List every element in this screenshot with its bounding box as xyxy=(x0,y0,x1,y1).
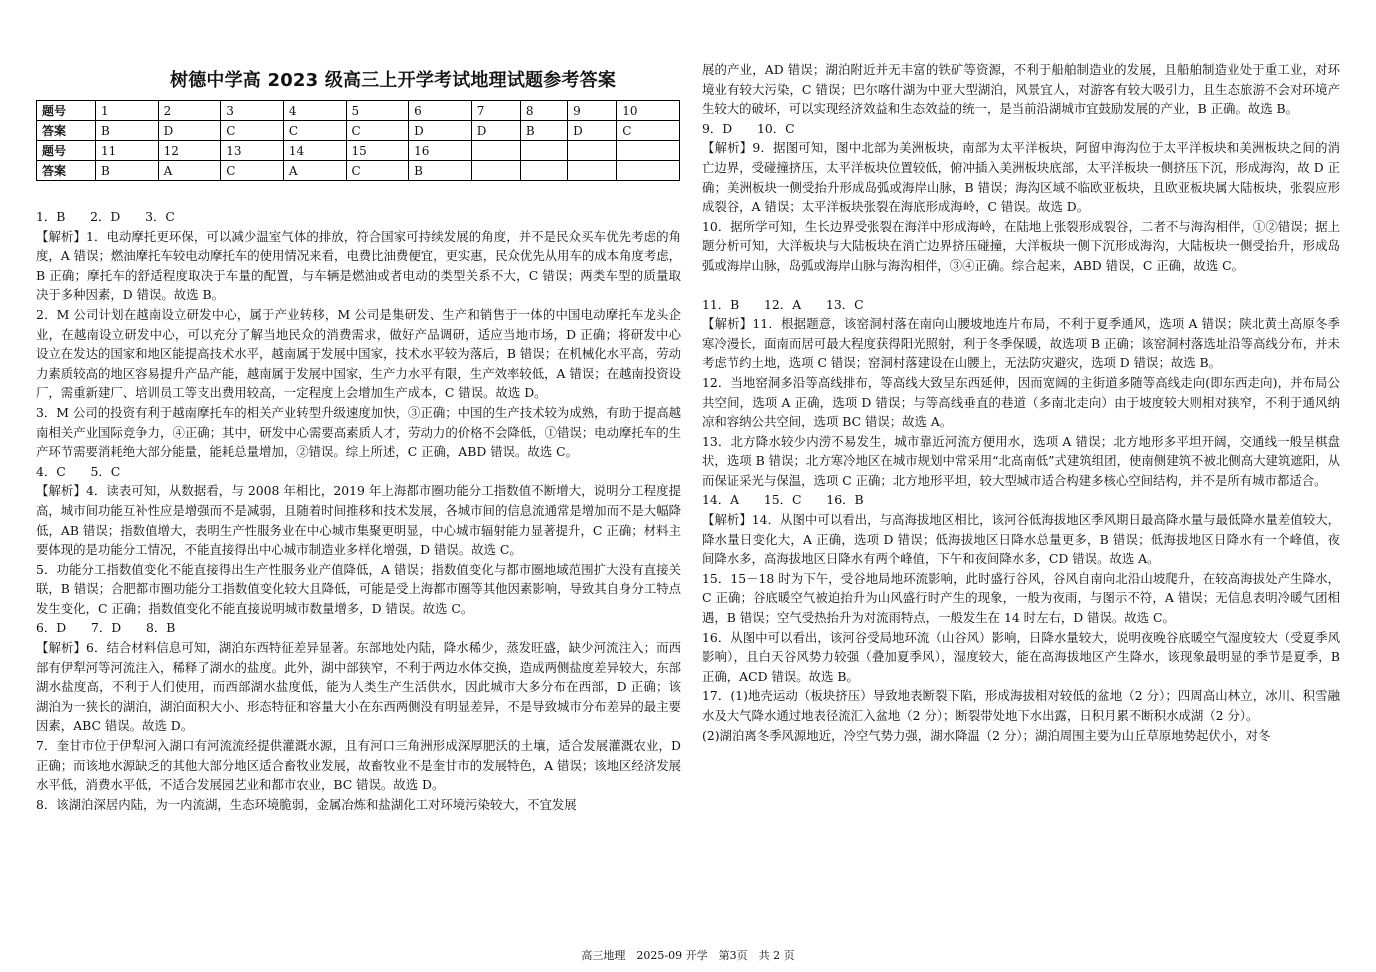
answer-table-row-answers-2 xyxy=(37,161,680,181)
table-header-label: 题号 xyxy=(37,101,96,121)
table-cell: D xyxy=(471,121,520,141)
table-cell: 11 xyxy=(96,141,159,161)
analysis-paragraph: (2)湖泊离冬季风源地近，冷空气势力强，湖水降温（2 分）；湖泊周围主要为山丘草原地势起伏小，对冬 xyxy=(702,727,1271,743)
analysis-paragraph: 16．从图中可以看出，该河谷受局地环流（山谷风）影响，日降水量较大，说明夜晚谷底暖空气湿度较大（受夏季风影响），且白天谷风势力较强（叠加夏季风），湿度较大，能在高海拔地区产生降水，该现象最明显的季节是夏季，B 正确，ACD 错误。故选 B。 xyxy=(702,629,1340,684)
right-column xyxy=(702,60,1340,745)
table-cell: 4 xyxy=(283,101,346,121)
table-cell: C xyxy=(283,121,346,141)
table-cell: B xyxy=(96,121,159,141)
analysis-paragraph: 17．(1)地壳运动（板块挤压）导致地表断裂下陷，形成海拔相对较低的盆地（2 分）；四周高山林立，冰川、积雪融水及大气降水通过地表径流汇入盆地（2 分）；断裂带处地下水出露，日积月累不断积水成湖（2 分）。 xyxy=(702,688,1340,723)
table-cell: D xyxy=(158,121,221,141)
table-cell: 8 xyxy=(520,101,567,121)
analysis-paragraph: 【解析】6．结合材料信息可知，湖泊东西特征差异显著。东部地处内陆，降水稀少，蒸发旺盛，缺少河流注入；而西部有伊犁河等河流注入，稀释了湖水的盐度。此外，湖中部狭窄，不利于两边水体交换，造成两侧盐度差异较大，东部湖水盐度高，不利于人们使用，而西部湖水盐度低，能为人类生产生活供水，因此城市大多分布在西部，D 正确；该湖泊为一狭长的湖泊，湖泊面积大小、形态特征和容量大小在东西两侧没有明显差异，不是导致城市分布差异的最主要因素，ABC 错误。故选 D。 xyxy=(36,640,681,734)
table-cell: 14 xyxy=(283,141,346,161)
table-cell: 9 xyxy=(568,101,617,121)
analysis-paragraph: 3．M 公司的投资有利于越南摩托车的相关产业转型升级速度加快，③正确；中国的生产技术较为成熟，有助于提高越南相关产业国际竞争力，④正确；其中，研发中心需要高素质人才，劳动力的价格不会降低，①错误；电动摩托车的生产环节需要消耗绝大部分能量，能耗总量增加，②错误。综上所述，C 正确，ABD 错误。故选 C。 xyxy=(36,404,681,460)
table-cell: D xyxy=(409,121,472,141)
table-cell: 10 xyxy=(617,101,680,121)
table-cell: 5 xyxy=(346,101,409,121)
analysis-paragraph: 【解析】11．根据题意，该窑洞村落在南向山腰坡地连片布局，不利于夏季通风，选项 A 错误；陕北黄土高原冬季寒冷漫长，面南而居可最大程度获得阳光照射，利于冬季保暖，故选项 B 正确；该窑洞村落选址沿等高线分布，并未考虑节约土地，选项 C 错误；窑洞村落建设在山腰上，无法防灾避灾，选项 D 错误；故选 B。 xyxy=(702,316,1340,371)
table-cell: 16 xyxy=(409,141,472,161)
table-cell: C xyxy=(346,121,409,141)
table-answer-label: 答案 xyxy=(37,161,96,181)
answer-line: 11．B 12．A 13．C xyxy=(702,296,864,312)
answer-line: 9．D 10．C xyxy=(702,120,795,136)
answer-table-row-numbers-1 xyxy=(37,101,680,121)
answer-table-row-answers-1 xyxy=(37,121,680,141)
table-cell: B xyxy=(96,161,159,181)
table-cell xyxy=(471,141,520,161)
table-cell: 7 xyxy=(471,101,520,121)
analysis-paragraph: 【解析】4．读表可知，从数据看，与 2008 年相比，2019 年上海都市圈功能分工指数值不断增大，说明分工程度提高，城市间功能互补性应是增强而不是减弱，且随着时间推移和技术发展，各城市间的信息流通常是增加而不是大幅降低，AB 错误；指数值增大，表明生产性服务业在中心城市集聚更明显，中心城市辐射能力显著提升，C 正确；材料主要体现的是功能分工情况，不能直接得出中心城市制造业多样化增强，D 错误。故选 C。 xyxy=(36,483,681,558)
table-cell: C xyxy=(221,161,284,181)
analysis-paragraph: 13．北方降水较少内涝不易发生，城市靠近河流方便用水，选项 A 错误；北方地形多平坦开阔，交通线一般呈棋盘状，选项 B 错误；北方寒冷地区在城市规划中常采用“北高南低”式建筑组团，使南侧建筑不被北侧高大建筑遮阳，从而保证采光与保温，选项 C 正确；北方地形平坦，较大型城市适合构建多核心空间结构，并不是所有城市都适合。 xyxy=(702,433,1340,488)
analysis-paragraph: 【解析】14．从图中可以看出，与高海拔地区相比，该河谷低海拔地区季风期日最高降水量与最低降水量差值较大，降水量日变化大，A 正确，选项 D 错误；低海拔地区日降水总量更多，B 错误；低海拔地区日降水有一个峰值，夜间降水多，高海拔地区日降水有两个峰值，下午和夜间降水多，CD 错误。故选 A。 xyxy=(702,512,1340,567)
table-cell: C xyxy=(617,121,680,141)
analysis-paragraph: 2．M 公司计划在越南设立研发中心，属于产业转移，M 公司是集研发、生产和销售于一体的中国电动摩托车龙头企业，在越南设立研发中心，可以充分了解当地民众的消费需求，做好产品调研，适应当地市场，D 正确；将研发中心设立在发达的国家和地区能提高技术水平，越南属于发展中国家，技术水平较为落后，B 错误；在机械化水平高，劳动力素质较高的地区容易提升产品产能，越南属于发展中国家，生产力水平有限，生产效率较低，A 错误；在越南投资设厂，需重新建厂、培训员工等支出费用较高，一定程度上会增加生产成本，C 错误。故选 D。 xyxy=(36,306,681,401)
table-cell: 2 xyxy=(158,101,221,121)
analysis-paragraph: 15．15－18 时为下午，受谷地局地环流影响，此时盛行谷风，谷风自南向北沿山坡爬升，在较高海拔处产生降水，C 正确；谷底暖空气被迫抬升为山风盛行时产生的现象，一般为夜雨，与图示不符，A 错误；无信息表明冷暖气团相遇，B 错误；空气受热抬升为对流雨特点，一般发生在 14 时左右，D 错误。故选 C。 xyxy=(702,570,1340,626)
answer-table-row-numbers-2 xyxy=(37,141,680,161)
table-cell: 1 xyxy=(96,101,159,121)
table-cell: 12 xyxy=(158,141,221,161)
table-cell: 15 xyxy=(346,141,409,161)
table-cell: 13 xyxy=(221,141,284,161)
table-header-label: 题号 xyxy=(37,141,96,161)
table-cell xyxy=(617,161,680,181)
table-cell: C xyxy=(346,161,409,181)
table-cell: 3 xyxy=(221,101,284,121)
answer-table xyxy=(36,100,680,181)
analysis-paragraph: 【解析】9．据图可知，图中北部为美洲板块，南部为太平洋板块，阿留申海沟位于太平洋板块和美洲板块之间的消亡边界，受碰撞挤压，太平洋板块位置较低，俯冲插入美洲板块底部，太平洋板块一侧挤压下沉，形成海沟，故 D 正确；美洲板块一侧受抬升形成岛弧或海岸山脉，B 错误；海沟区域不临欧亚板块，且欧亚板块属大陆板块，张裂应形成裂谷，A 错误；太平洋板块张裂在海底形成海岭，C 错误。故选 D。 xyxy=(702,140,1340,215)
table-cell xyxy=(568,161,617,181)
answer-line: 14．A 15．C 16．B xyxy=(702,492,864,508)
table-cell: A xyxy=(283,161,346,181)
analysis-paragraph: 10．据所学可知，生长边界受张裂在海洋中形成海岭，在陆地上张裂形成裂谷，二者不与海沟相伴，①②错误；据上题分析可知，大洋板块与大陆板块在消亡边界挤压碰撞，大洋板块一侧下沉形成海沟，大陆板块一侧受抬升，形成岛弧或海岸山脉，岛弧或海岸山脉与海沟相伴，③④正确。综合起来，ABD 错误，C 正确，故选 C。 xyxy=(702,218,1340,273)
table-cell: 6 xyxy=(409,101,472,121)
table-cell xyxy=(471,161,520,181)
table-cell: B xyxy=(409,161,472,181)
left-answer-text xyxy=(36,207,681,814)
table-cell xyxy=(617,141,680,161)
analysis-paragraph: 展的产业，AD 错误；湖泊附近并无丰富的铁矿等资源，不利于船舶制造业的发展，且船舶制造业处于重工业，对环境业有较大污染，C 错误；巴尔喀什湖为中亚大型湖泊，风景宜人，对游客有较大吸引力，且生态旅游不会对环境产生较大的破坏，可以实现经济效益和生态效益的统一，是当前沿湖城市宜鼓励发展的产业，B 正确。故选 B。 xyxy=(702,62,1340,117)
table-cell: A xyxy=(158,161,221,181)
document-title: 树德中学高 2023 级高三上开学考试地理试题参考答案 xyxy=(170,70,617,91)
answer-line: 4．C 5．C xyxy=(36,463,121,479)
answer-line: 6．D 7．D 8．B xyxy=(36,620,176,636)
table-cell: B xyxy=(520,121,567,141)
analysis-paragraph: 12．当地窑洞多沿等高线排布，等高线大致呈东西延伸，因而宽阔的主街道多随等高线走向(即东西走向)，并布局公共空间，选项 A 正确，选项 D 错误；与等高线垂直的巷道（多南北走向）由于坡度较大则相对狭窄，不利于通风纳凉和容纳公共空间，选项 BC 错误；故选 A。 xyxy=(702,374,1340,430)
table-cell xyxy=(520,161,567,181)
analysis-paragraph: 8．该湖泊深居内陆，为一内流湖，生态环境脆弱，金属冶炼和盐湖化工对环境污染较大，不宜发展 xyxy=(36,796,577,812)
table-cell xyxy=(568,141,617,161)
table-answer-label: 答案 xyxy=(37,121,96,141)
page-footer: 高三地理 2025-09 开学 第3页 共 2 页 xyxy=(581,949,795,962)
answer-line: 1．B 2．D 3．C xyxy=(36,209,175,224)
table-cell xyxy=(520,141,567,161)
analysis-paragraph: 【解析】1．电动摩托更环保，可以减少温室气体的排放，符合国家可持续发展的角度，并不是民众买车优先考虑的角度，A 错误；燃油摩托车较电动摩托车的使用情况来看，电费比油费便宜，更实惠，民众优先从用车的成本角度考虑，B 正确；摩托车的舒适程度取决于车量的配置，与车辆是燃油或者电动的类型关系不大，C 错误；两类车型的质量取决于多种因素，D 错误。故选 B。 xyxy=(36,228,681,303)
analysis-paragraph: 7．奎甘市位于伊犁河入湖口有河流流经提供灌溉水源，且有河口三角洲形成深厚肥沃的土壤，适合发展灌溉农业，D 正确；而该地水源缺乏的其他大部分地区适合畜牧业发展，故畜牧业不是奎甘市的发展特色，A 错误；该地区经济发展水平低，消费水平低，不适合发展园艺业和都市农业，BC 错误。故选 D。 xyxy=(36,738,681,793)
table-cell: C xyxy=(221,121,284,141)
analysis-paragraph: 5．功能分工指数值变化不能直接得出生产性服务业产值降低，A 错误；指数值变化与都市圈地域范围扩大没有直接关联，B 错误；合肥都市圈功能分工指数值变化较大且降低，可能是受上海都市圈等其他因素影响，导致其自身分工特点发生变化，C 正确；指数值变化不能直接说明城市数量增多，D 错误。故选 C。 xyxy=(36,561,681,616)
table-cell: D xyxy=(568,121,617,141)
